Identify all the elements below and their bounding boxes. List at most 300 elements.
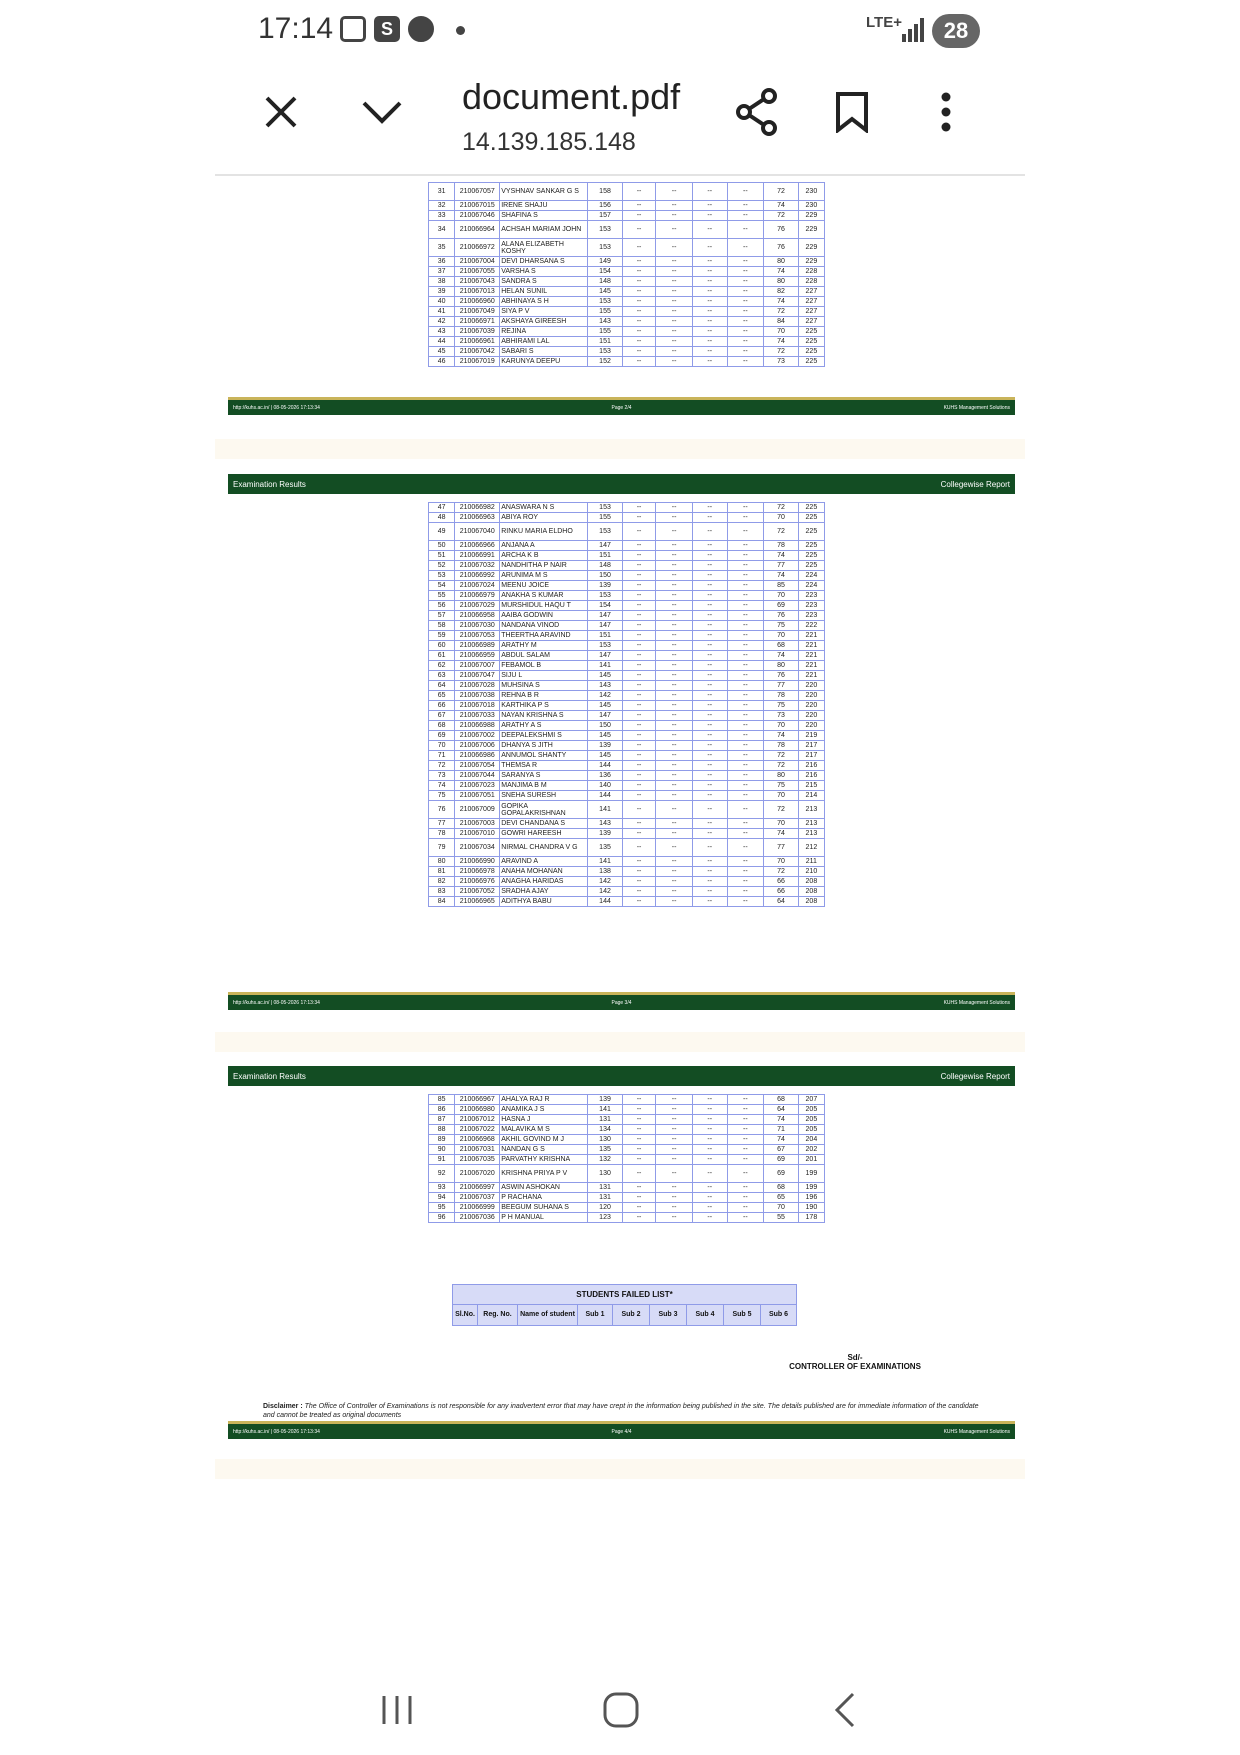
sl-no-cell: 75 bbox=[429, 791, 455, 801]
total-cell: 229 bbox=[798, 239, 824, 257]
student-name-cell: AKSHAYA GIREESH bbox=[500, 317, 588, 327]
reg-no-cell: 210066959 bbox=[455, 651, 500, 661]
sub-cell: -- bbox=[622, 1155, 656, 1165]
table-row bbox=[429, 887, 825, 897]
score-cell: 72 bbox=[764, 503, 799, 513]
sub-cell: -- bbox=[656, 591, 693, 601]
total-cell: 220 bbox=[798, 691, 824, 701]
sub-cell: -- bbox=[622, 751, 656, 761]
sub-cell: -- bbox=[727, 221, 764, 239]
sub-cell: -- bbox=[622, 877, 656, 887]
table-row bbox=[429, 591, 825, 601]
sub-cell: -- bbox=[656, 641, 693, 651]
student-name-cell: NIRMAL CHANDRA V G bbox=[500, 839, 588, 857]
table-row bbox=[429, 541, 825, 551]
sub-cell: -- bbox=[656, 287, 693, 297]
total-cell: 205 bbox=[798, 1105, 824, 1115]
sl-no-cell: 62 bbox=[429, 661, 455, 671]
score-cell: 135 bbox=[588, 839, 623, 857]
sub-cell: -- bbox=[692, 317, 727, 327]
score-cell: 72 bbox=[764, 307, 799, 317]
reg-no-cell: 210066958 bbox=[455, 611, 500, 621]
sub-cell: -- bbox=[656, 267, 693, 277]
score-cell: 72 bbox=[764, 211, 799, 221]
total-cell: 204 bbox=[798, 1135, 824, 1145]
sub-cell: -- bbox=[692, 701, 727, 711]
sub-cell: -- bbox=[692, 761, 727, 771]
sub-cell: -- bbox=[622, 671, 656, 681]
sub-cell: -- bbox=[622, 761, 656, 771]
table-row bbox=[429, 721, 825, 731]
score-cell: 131 bbox=[588, 1115, 623, 1125]
sub-cell: -- bbox=[727, 839, 764, 857]
score-cell: 153 bbox=[588, 641, 623, 651]
sub-cell: -- bbox=[622, 801, 656, 819]
sub-cell: -- bbox=[727, 681, 764, 691]
score-cell: 74 bbox=[764, 297, 799, 307]
sub-cell: -- bbox=[622, 661, 656, 671]
table-row bbox=[429, 1145, 825, 1155]
sub-cell: -- bbox=[656, 503, 693, 513]
table-row bbox=[429, 601, 825, 611]
sub-cell: -- bbox=[622, 183, 656, 201]
table-row bbox=[429, 839, 825, 857]
sub-cell: -- bbox=[622, 317, 656, 327]
sub-cell: -- bbox=[692, 327, 727, 337]
back-button[interactable] bbox=[810, 1680, 880, 1740]
sub-cell: -- bbox=[692, 721, 727, 731]
sub-cell: -- bbox=[692, 571, 727, 581]
sub-cell: -- bbox=[622, 691, 656, 701]
student-name-cell: NANDANA VINOD bbox=[500, 621, 588, 631]
reg-no-cell: 210067054 bbox=[455, 761, 500, 771]
sub-cell: -- bbox=[692, 751, 727, 761]
sub-cell: -- bbox=[727, 211, 764, 221]
sub-cell: -- bbox=[622, 1125, 656, 1135]
signature-title: CONTROLLER OF EXAMINATIONS bbox=[789, 1362, 921, 1371]
sl-no-cell: 39 bbox=[429, 287, 455, 297]
sl-no-cell: 42 bbox=[429, 317, 455, 327]
sub-cell: -- bbox=[656, 681, 693, 691]
student-name-cell: MEENU JOICE bbox=[500, 581, 588, 591]
sl-no-cell: 40 bbox=[429, 297, 455, 307]
student-name-cell: VYSHNAV SANKAR G S bbox=[500, 183, 588, 201]
sub-cell: -- bbox=[622, 721, 656, 731]
sub-cell: -- bbox=[622, 711, 656, 721]
sub-cell: -- bbox=[727, 1145, 764, 1155]
sub-cell: -- bbox=[727, 1165, 764, 1183]
score-cell: 76 bbox=[764, 611, 799, 621]
sub-cell: -- bbox=[692, 277, 727, 287]
sub-cell: -- bbox=[622, 1105, 656, 1115]
sub-cell: -- bbox=[622, 551, 656, 561]
score-cell: 152 bbox=[588, 357, 623, 367]
total-cell: 220 bbox=[798, 681, 824, 691]
sub-cell: -- bbox=[692, 201, 727, 211]
sub-cell: -- bbox=[692, 897, 727, 907]
total-cell: 213 bbox=[798, 819, 824, 829]
score-cell: 147 bbox=[588, 621, 623, 631]
sl-no-cell: 95 bbox=[429, 1203, 455, 1213]
sl-no-cell: 91 bbox=[429, 1155, 455, 1165]
reg-no-cell: 210066978 bbox=[455, 867, 500, 877]
reg-no-cell: 210067019 bbox=[455, 357, 500, 367]
table-row bbox=[429, 277, 825, 287]
sub-cell: -- bbox=[727, 257, 764, 267]
total-cell: 217 bbox=[798, 751, 824, 761]
sub-cell: -- bbox=[692, 1125, 727, 1135]
sub-cell: -- bbox=[622, 819, 656, 829]
sub-cell: -- bbox=[622, 601, 656, 611]
recents-button[interactable] bbox=[362, 1680, 432, 1740]
table-row bbox=[429, 221, 825, 239]
reg-no-cell: 210066992 bbox=[455, 571, 500, 581]
sub-cell: -- bbox=[656, 711, 693, 721]
total-cell: 225 bbox=[798, 513, 824, 523]
score-cell: 72 bbox=[764, 523, 799, 541]
footer-brand: KUHS Management Solutions bbox=[943, 1000, 1010, 1006]
student-name-cell: SIYA P V bbox=[500, 307, 588, 317]
score-cell: 73 bbox=[764, 711, 799, 721]
sub-cell: -- bbox=[656, 829, 693, 839]
sl-no-cell: 50 bbox=[429, 541, 455, 551]
chat-icon bbox=[408, 16, 434, 42]
sub-cell: -- bbox=[656, 513, 693, 523]
score-cell: 69 bbox=[764, 1155, 799, 1165]
sl-no-cell: 85 bbox=[429, 1095, 455, 1105]
header-title: Examination Results bbox=[233, 480, 306, 489]
sub-cell: -- bbox=[692, 829, 727, 839]
score-cell: 64 bbox=[764, 897, 799, 907]
sub-cell: -- bbox=[692, 691, 727, 701]
score-cell: 155 bbox=[588, 307, 623, 317]
reg-no-cell: 210066979 bbox=[455, 591, 500, 601]
header-title: Examination Results bbox=[233, 1072, 306, 1081]
sl-no-cell: 54 bbox=[429, 581, 455, 591]
table-row bbox=[429, 513, 825, 523]
score-cell: 158 bbox=[588, 183, 623, 201]
reg-no-cell: 210067033 bbox=[455, 711, 500, 721]
reg-no-cell: 210067003 bbox=[455, 819, 500, 829]
score-cell: 70 bbox=[764, 791, 799, 801]
sub-cell: -- bbox=[656, 771, 693, 781]
sub-cell: -- bbox=[692, 731, 727, 741]
reg-no-cell: 210067055 bbox=[455, 267, 500, 277]
sub-cell: -- bbox=[622, 503, 656, 513]
table-row bbox=[429, 257, 825, 267]
score-cell: 72 bbox=[764, 751, 799, 761]
score-cell: 147 bbox=[588, 541, 623, 551]
sub-cell: -- bbox=[622, 201, 656, 211]
sl-no-cell: 71 bbox=[429, 751, 455, 761]
student-name-cell: ABHIRAMI LAL bbox=[500, 337, 588, 347]
sub-cell: -- bbox=[656, 1183, 693, 1193]
sub-cell: -- bbox=[727, 751, 764, 761]
table-row bbox=[429, 751, 825, 761]
sl-no-cell: 79 bbox=[429, 839, 455, 857]
system-nav-bar bbox=[0, 1660, 1240, 1755]
score-cell: 76 bbox=[764, 221, 799, 239]
sub-cell: -- bbox=[692, 307, 727, 317]
reg-no-cell: 210067028 bbox=[455, 681, 500, 691]
bookmark-button[interactable] bbox=[822, 82, 882, 142]
score-cell: 80 bbox=[764, 661, 799, 671]
total-cell: 225 bbox=[798, 347, 824, 357]
score-cell: 151 bbox=[588, 337, 623, 347]
total-cell: 205 bbox=[798, 1125, 824, 1135]
reg-no-cell: 210067052 bbox=[455, 887, 500, 897]
sl-no-cell: 96 bbox=[429, 1213, 455, 1223]
sub-cell: -- bbox=[622, 211, 656, 221]
reg-no-cell: 210067037 bbox=[455, 1193, 500, 1203]
score-cell: 78 bbox=[764, 691, 799, 701]
sub-cell: -- bbox=[727, 1095, 764, 1105]
sub-cell: -- bbox=[692, 801, 727, 819]
reg-no-cell: 210066988 bbox=[455, 721, 500, 731]
failed-col-header: Sl.No. bbox=[453, 1305, 478, 1325]
home-icon bbox=[602, 1691, 640, 1729]
sub-cell: -- bbox=[727, 1183, 764, 1193]
page-gap bbox=[215, 1032, 1025, 1052]
sub-cell: -- bbox=[656, 1165, 693, 1183]
signature-sd: Sd/- bbox=[847, 1353, 863, 1362]
sl-no-cell: 64 bbox=[429, 681, 455, 691]
score-cell: 68 bbox=[764, 1095, 799, 1105]
sub-cell: -- bbox=[656, 887, 693, 897]
sub-cell: -- bbox=[727, 721, 764, 731]
score-cell: 140 bbox=[588, 781, 623, 791]
sub-cell: -- bbox=[656, 277, 693, 287]
sub-cell: -- bbox=[692, 591, 727, 601]
student-name-cell: ABDUL SALAM bbox=[500, 651, 588, 661]
sub-cell: -- bbox=[656, 523, 693, 541]
sub-cell: -- bbox=[727, 591, 764, 601]
total-cell: 221 bbox=[798, 631, 824, 641]
reg-no-cell: 210067043 bbox=[455, 277, 500, 287]
sub-cell: -- bbox=[656, 317, 693, 327]
total-cell: 221 bbox=[798, 661, 824, 671]
sub-cell: -- bbox=[656, 601, 693, 611]
collapse-button[interactable] bbox=[352, 82, 412, 142]
score-cell: 142 bbox=[588, 691, 623, 701]
pdf-viewer[interactable] bbox=[215, 176, 1025, 1660]
sub-cell: -- bbox=[656, 839, 693, 857]
total-cell: 214 bbox=[798, 791, 824, 801]
total-cell: 230 bbox=[798, 183, 824, 201]
reg-no-cell: 210067051 bbox=[455, 791, 500, 801]
back-icon bbox=[833, 1691, 857, 1729]
score-cell: 141 bbox=[588, 661, 623, 671]
sub-cell: -- bbox=[727, 1105, 764, 1115]
table-row bbox=[429, 781, 825, 791]
sub-cell: -- bbox=[692, 267, 727, 277]
reg-no-cell: 210067030 bbox=[455, 621, 500, 631]
score-cell: 75 bbox=[764, 701, 799, 711]
results-table-page-4 bbox=[428, 1094, 825, 1223]
sub-cell: -- bbox=[656, 801, 693, 819]
table-row bbox=[429, 571, 825, 581]
s-app-icon: S bbox=[374, 16, 400, 42]
reg-no-cell: 210066960 bbox=[455, 297, 500, 307]
sl-no-cell: 61 bbox=[429, 651, 455, 661]
close-button[interactable] bbox=[251, 82, 311, 142]
sub-cell: -- bbox=[692, 781, 727, 791]
sl-no-cell: 33 bbox=[429, 211, 455, 221]
reg-no-cell: 210067024 bbox=[455, 581, 500, 591]
status-time: 17:14 bbox=[258, 12, 334, 45]
sub-cell: -- bbox=[622, 839, 656, 857]
sub-cell: -- bbox=[727, 201, 764, 211]
total-cell: 199 bbox=[798, 1165, 824, 1183]
total-cell: 211 bbox=[798, 857, 824, 867]
score-cell: 136 bbox=[588, 771, 623, 781]
sl-no-cell: 84 bbox=[429, 897, 455, 907]
score-cell: 143 bbox=[588, 317, 623, 327]
failed-list-table bbox=[452, 1284, 797, 1326]
total-cell: 229 bbox=[798, 257, 824, 267]
sub-cell: -- bbox=[727, 327, 764, 337]
sub-cell: -- bbox=[692, 1135, 727, 1145]
score-cell: 145 bbox=[588, 671, 623, 681]
signature-block bbox=[775, 1353, 935, 1371]
sl-no-cell: 77 bbox=[429, 819, 455, 829]
sub-cell: -- bbox=[727, 631, 764, 641]
sub-cell: -- bbox=[692, 641, 727, 651]
sub-cell: -- bbox=[692, 1145, 727, 1155]
sub-cell: -- bbox=[727, 1213, 764, 1223]
total-cell: 225 bbox=[798, 357, 824, 367]
sub-cell: -- bbox=[692, 877, 727, 887]
sl-no-cell: 49 bbox=[429, 523, 455, 541]
page-gap bbox=[215, 439, 1025, 459]
table-row bbox=[429, 877, 825, 887]
score-cell: 72 bbox=[764, 801, 799, 819]
student-name-cell: SANDRA S bbox=[500, 277, 588, 287]
sub-cell: -- bbox=[727, 1193, 764, 1203]
total-cell: 216 bbox=[798, 771, 824, 781]
sub-cell: -- bbox=[622, 701, 656, 711]
status-bar bbox=[0, 0, 1240, 62]
score-cell: 70 bbox=[764, 721, 799, 731]
sub-cell: -- bbox=[622, 781, 656, 791]
sub-cell: -- bbox=[622, 327, 656, 337]
footer-page-label: Page 2/4 bbox=[611, 405, 632, 411]
table-row bbox=[429, 1095, 825, 1105]
total-cell: 227 bbox=[798, 307, 824, 317]
failed-list-header bbox=[453, 1305, 796, 1325]
total-cell: 205 bbox=[798, 1115, 824, 1125]
student-name-cell: VARSHA S bbox=[500, 267, 588, 277]
footer-url: http://kuhs.ac.in/ | 08-05-2026 17:13:34 bbox=[233, 405, 320, 411]
sl-no-cell: 81 bbox=[429, 867, 455, 877]
reg-no-cell: 210067002 bbox=[455, 731, 500, 741]
failed-col-header: Sub 6 bbox=[768, 1311, 789, 1318]
sl-no-cell: 35 bbox=[429, 239, 455, 257]
reg-no-cell: 210067029 bbox=[455, 601, 500, 611]
sub-cell: -- bbox=[692, 581, 727, 591]
score-cell: 74 bbox=[764, 551, 799, 561]
total-cell: 202 bbox=[798, 1145, 824, 1155]
sub-cell: -- bbox=[622, 829, 656, 839]
sl-no-cell: 59 bbox=[429, 631, 455, 641]
score-cell: 70 bbox=[764, 819, 799, 829]
student-name-cell: KARUNYA DEEPU bbox=[500, 357, 588, 367]
student-name-cell: SRADHA AJAY bbox=[500, 887, 588, 897]
table-row bbox=[429, 183, 825, 201]
score-cell: 77 bbox=[764, 839, 799, 857]
total-cell: 219 bbox=[798, 731, 824, 741]
table-row bbox=[429, 731, 825, 741]
reg-no-cell: 210067007 bbox=[455, 661, 500, 671]
reg-no-cell: 210066989 bbox=[455, 641, 500, 651]
student-name-cell: ANNUMOL SHANTY bbox=[500, 751, 588, 761]
sub-cell: -- bbox=[656, 327, 693, 337]
sub-cell: -- bbox=[692, 661, 727, 671]
sub-cell: -- bbox=[656, 751, 693, 761]
score-cell: 69 bbox=[764, 601, 799, 611]
share-button[interactable] bbox=[727, 82, 787, 142]
total-cell: 213 bbox=[798, 829, 824, 839]
table-row bbox=[429, 1115, 825, 1125]
reg-no-cell: 210066990 bbox=[455, 857, 500, 867]
home-button[interactable] bbox=[586, 1680, 656, 1740]
sub-cell: -- bbox=[692, 611, 727, 621]
score-cell: 130 bbox=[588, 1135, 623, 1145]
table-row bbox=[429, 867, 825, 877]
score-cell: 145 bbox=[588, 731, 623, 741]
score-cell: 70 bbox=[764, 513, 799, 523]
sub-cell: -- bbox=[727, 829, 764, 839]
more-options-button[interactable] bbox=[916, 82, 976, 142]
table-row bbox=[429, 297, 825, 307]
total-cell: 225 bbox=[798, 541, 824, 551]
table-row bbox=[429, 791, 825, 801]
sl-no-cell: 93 bbox=[429, 1183, 455, 1193]
score-cell: 138 bbox=[588, 867, 623, 877]
sub-cell: -- bbox=[692, 239, 727, 257]
score-cell: 123 bbox=[588, 1213, 623, 1223]
score-cell: 150 bbox=[588, 571, 623, 581]
score-cell: 80 bbox=[764, 257, 799, 267]
sl-no-cell: 94 bbox=[429, 1193, 455, 1203]
sub-cell: -- bbox=[622, 897, 656, 907]
score-cell: 69 bbox=[764, 1165, 799, 1183]
sub-cell: -- bbox=[656, 761, 693, 771]
failed-col-header: Sub 3 bbox=[650, 1305, 687, 1325]
reg-no-cell: 210066999 bbox=[455, 1203, 500, 1213]
table-row bbox=[429, 1183, 825, 1193]
student-name-cell: DHANYA S JITH bbox=[500, 741, 588, 751]
total-cell: 217 bbox=[798, 741, 824, 751]
table-row bbox=[429, 641, 825, 651]
sub-cell: -- bbox=[656, 1193, 693, 1203]
bookmark-icon bbox=[835, 91, 869, 133]
student-name-cell: BEEGUM SUHANA S bbox=[500, 1203, 588, 1213]
reg-no-cell: 210067004 bbox=[455, 257, 500, 267]
sub-cell: -- bbox=[727, 741, 764, 751]
score-cell: 66 bbox=[764, 877, 799, 887]
page-footer-4 bbox=[228, 1421, 1015, 1439]
student-name-cell: THEERTHA ARAVIND bbox=[500, 631, 588, 641]
sub-cell: -- bbox=[622, 1193, 656, 1203]
score-cell: 157 bbox=[588, 211, 623, 221]
sub-cell: -- bbox=[727, 671, 764, 681]
failed-col-header: Sub 4 bbox=[687, 1305, 724, 1325]
total-cell: 223 bbox=[798, 601, 824, 611]
total-cell: 221 bbox=[798, 671, 824, 681]
sub-cell: -- bbox=[692, 541, 727, 551]
sub-cell: -- bbox=[656, 857, 693, 867]
